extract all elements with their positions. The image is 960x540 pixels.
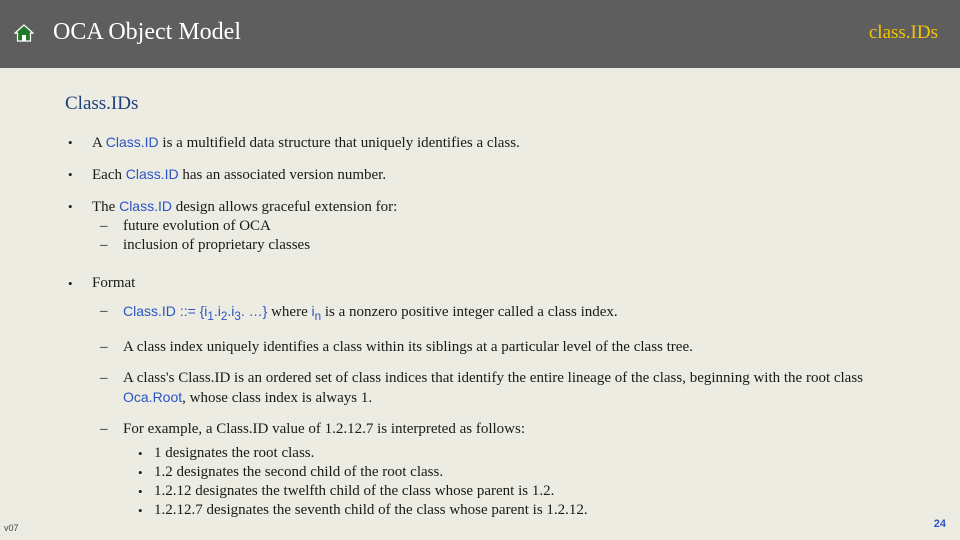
bullet-text: Each bbox=[92, 167, 126, 183]
example-item: • 1 designates the root class. bbox=[60, 444, 920, 463]
format-term-text: Class.ID ::= {i bbox=[123, 303, 208, 319]
format-term-text: .i bbox=[213, 303, 221, 319]
format-rule-item bbox=[60, 369, 920, 408]
slide-title: OCA Object Model bbox=[53, 19, 241, 45]
bullet-text: , whose class index is always 1. bbox=[182, 389, 373, 406]
bullet-text: The bbox=[92, 199, 120, 215]
sub-bullet-item: – inclusion of proprietary classes bbox=[60, 236, 920, 255]
bullet-list bbox=[60, 133, 920, 520]
index-letter: i bbox=[311, 303, 315, 319]
class-id-term: Class.ID bbox=[105, 134, 159, 150]
bullet-item bbox=[60, 133, 920, 153]
example-item: • 1.2 designates the second child of the root class. bbox=[60, 463, 920, 482]
oca-root-term: Oca.Root bbox=[123, 388, 183, 405]
format-rule-item bbox=[60, 302, 920, 326]
subscript: 3 bbox=[234, 309, 241, 323]
example-item: • 1.2.12.7 designates the seventh child of the class whose parent is 1.2.12. bbox=[60, 501, 920, 520]
class-id-term bbox=[123, 303, 268, 323]
class-id-term: Class.ID bbox=[125, 166, 179, 182]
bullet-text: has an associated version number. bbox=[178, 167, 387, 183]
bullet-text: where bbox=[267, 304, 312, 320]
bullet-text: design allows graceful extension for: bbox=[171, 199, 398, 215]
home-icon[interactable] bbox=[14, 23, 34, 43]
slide-heading: Class.IDs bbox=[65, 93, 139, 114]
subscript: 1 bbox=[207, 309, 214, 323]
format-rule-item: – For example, a Class.ID value of 1.2.12.7 is interpreted as follows: bbox=[60, 420, 920, 439]
subscript: 2 bbox=[220, 309, 228, 323]
bullet-item: • Format bbox=[60, 274, 920, 293]
header-bar bbox=[0, 0, 960, 68]
bullet-text: is a nonzero positive integer called a class index. bbox=[321, 304, 618, 320]
bullet-text: A bbox=[92, 135, 106, 151]
format-rule-item: – A class index uniquely identifies a class within its siblings at a particular level of the class tree. bbox=[60, 338, 920, 357]
index-term bbox=[311, 303, 322, 323]
bullet-item bbox=[60, 197, 920, 217]
format-term-text: . …} bbox=[240, 303, 268, 319]
version-label: v07 bbox=[4, 523, 19, 533]
section-tag: class.IDs bbox=[868, 22, 938, 43]
format-term-text: .i bbox=[227, 303, 235, 319]
example-item: • 1.2.12 designates the twelfth child of the class whose parent is 1.2. bbox=[60, 482, 920, 501]
subscript: n bbox=[314, 309, 322, 323]
page-number: 24 bbox=[933, 518, 946, 530]
class-id-term: Class.ID bbox=[119, 198, 172, 214]
bullet-text: is a multifield data structure that uniquely identifies a class. bbox=[158, 135, 520, 151]
sub-bullet-item: – future evolution of OCA bbox=[60, 217, 920, 236]
bullet-text: A class's Class.ID is an ordered set of class indices that identify the entire lineage of the class, beginning with the root class bbox=[123, 369, 864, 386]
bullet-item bbox=[60, 165, 920, 185]
